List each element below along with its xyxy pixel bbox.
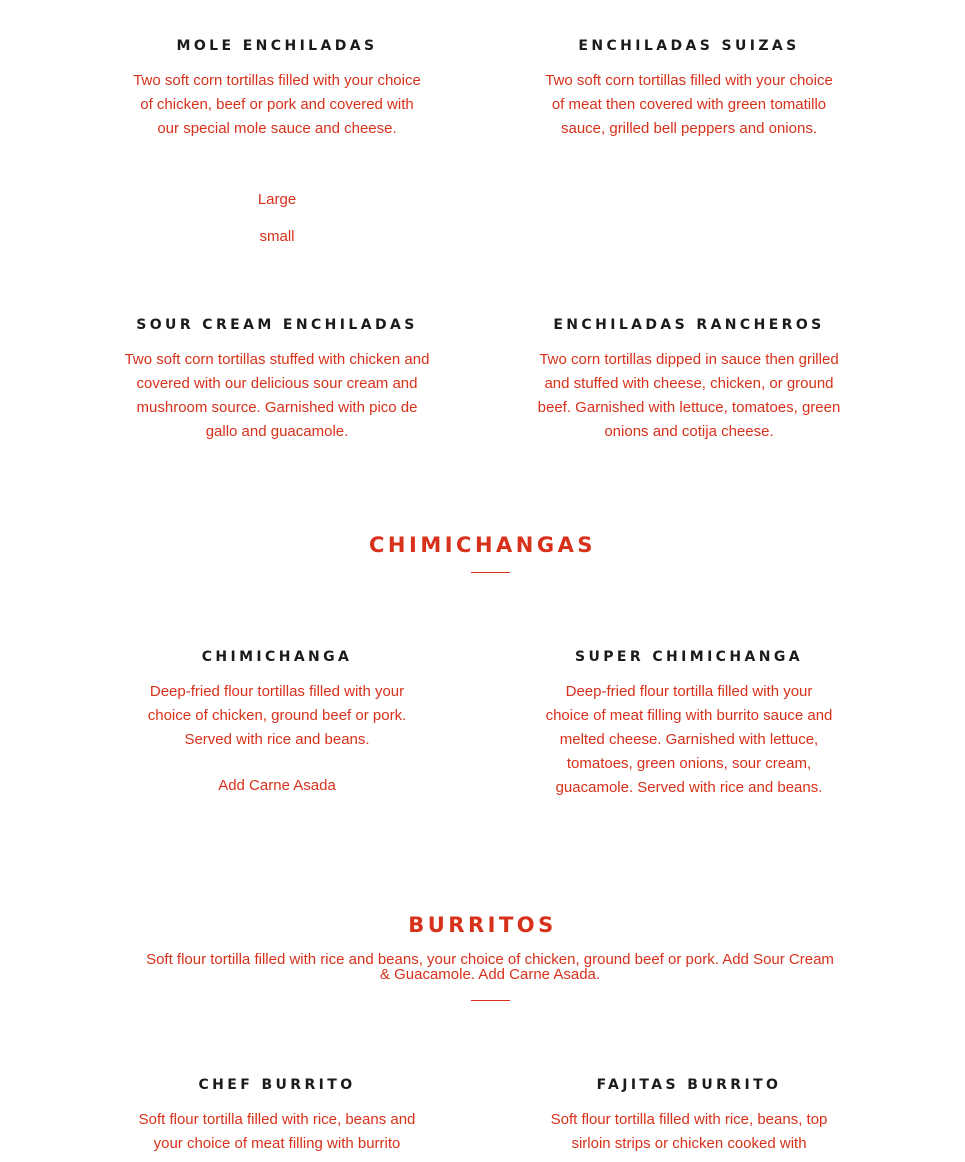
section-title-burritos: BURRITOS — [408, 913, 557, 937]
item-title: FAJITAS BURRITO — [596, 1077, 782, 1093]
section-divider — [471, 1000, 510, 1001]
section-title-chimichangas: CHIMICHANGAS — [369, 533, 596, 557]
menu-item-super-chimichanga — [538, 648, 840, 800]
item-title: MOLE ENCHILADAS — [176, 38, 378, 54]
item-title: SUPER CHIMICHANGA — [575, 649, 803, 665]
item-title: CHEF BURRITO — [198, 1077, 356, 1093]
section-divider — [471, 572, 510, 573]
item-description: Soft flour tortilla filled with rice, beans and your choice of meat filling with burrito — [138, 1111, 416, 1152]
item-title: CHIMICHANGA — [201, 649, 353, 665]
menu-item-fajitas-burrito — [538, 1076, 840, 1156]
section-description: Soft flour tortilla filled with rice and beans, your choice of chicken, ground beef or pork. Add Sour Cream & Guacamole. Add Carne Asada. — [146, 951, 834, 983]
item-description: Deep-fried flour tortilla filled with your choice of meat filling with burrito sauce and melted cheese. Garnished with lettuce, tomatoes, green onions, sour cream, guacamole. Served with rice and beans. — [545, 683, 833, 796]
item-description: Two soft corn tortillas filled with your choice of chicken, beef or pork and covered with our special mole sauce and cheese. — [133, 72, 421, 137]
item-title: ENCHILADAS RANCHEROS — [553, 317, 825, 333]
item-description: Two soft corn tortillas filled with your choice of meat then covered with green tomatillo sauce, grilled bell peppers and onions. — [545, 72, 833, 137]
menu-item-chef-burrito — [124, 1076, 430, 1156]
menu-item-enchiladas-rancheros — [536, 316, 842, 444]
menu-item-mole-enchiladas — [127, 37, 427, 245]
menu-item-chimichanga — [127, 648, 427, 794]
item-title: ENCHILADAS SUIZAS — [578, 38, 800, 54]
size-small-label: small — [259, 228, 295, 245]
menu-item-sour-cream-enchiladas — [124, 316, 430, 444]
size-large-label: Large — [257, 191, 297, 208]
item-description: Soft flour tortilla filled with rice, beans, top sirloin strips or chicken cooked with — [550, 1111, 828, 1152]
add-carne-asada-label: Add Carne Asada — [218, 777, 336, 794]
item-description: Deep-fried flour tortillas filled with your choice of chicken, ground beef or pork. Served with rice and beans. — [147, 683, 407, 748]
item-title: SOUR CREAM ENCHILADAS — [136, 317, 418, 333]
item-description: Two soft corn tortillas stuffed with chicken and covered with our delicious sour cream and mushroom source. Garnished with pico de gallo and guacamole. — [124, 351, 430, 440]
menu-item-enchiladas-suizas — [538, 37, 840, 141]
item-description: Two corn tortillas dipped in sauce then grilled and stuffed with cheese, chicken, or ground beef. Garnished with lettuce, tomatoes, green onions and cotija cheese. — [537, 351, 841, 440]
